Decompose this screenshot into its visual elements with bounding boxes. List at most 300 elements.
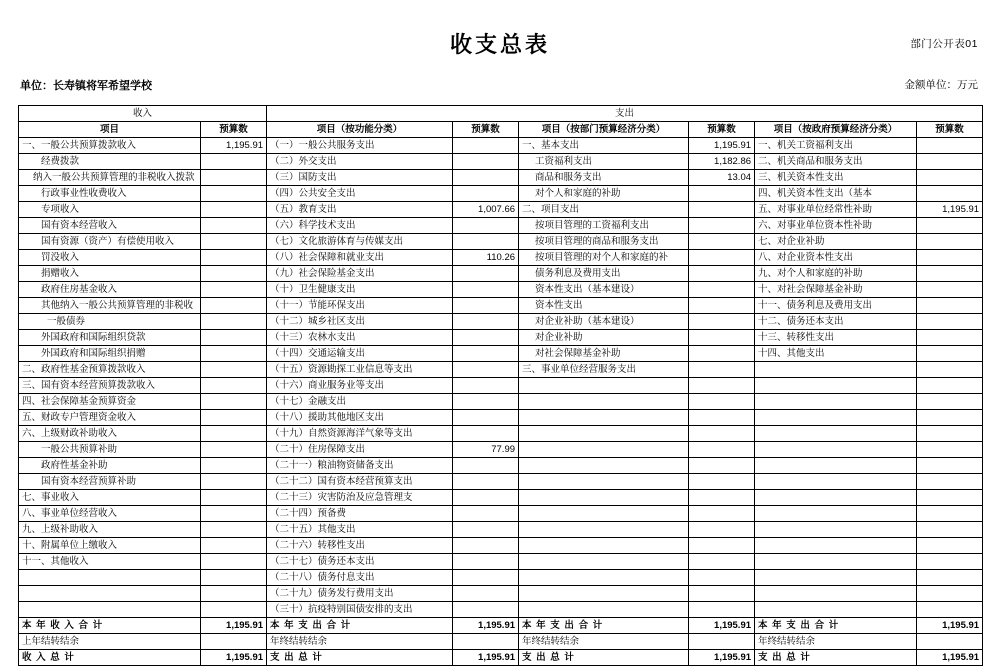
table-row	[19, 490, 983, 506]
cell-amount	[453, 410, 519, 426]
cell-amount	[201, 602, 267, 618]
cell-amount	[201, 394, 267, 410]
cell-item: 四、机关资本性支出（基本	[755, 186, 917, 202]
cell-item: 对企业补助（基本建设）	[519, 314, 689, 330]
cell-item	[519, 554, 689, 570]
cell-item: （十）卫生健康支出	[267, 282, 453, 298]
cell-amount	[201, 490, 267, 506]
cell-amount	[689, 346, 755, 362]
table-row	[19, 154, 983, 170]
cell-amount	[917, 522, 983, 538]
cell-amount	[917, 154, 983, 170]
cell-amount	[917, 442, 983, 458]
footer-cell-label: 支 出 总 计	[519, 650, 689, 666]
cell-amount	[689, 426, 755, 442]
cell-amount	[689, 330, 755, 346]
cell-item: 资本性支出（基本建设）	[519, 282, 689, 298]
cell-amount	[689, 202, 755, 218]
cell-item: （二十九）债务发行费用支出	[267, 586, 453, 602]
cell-amount	[689, 314, 755, 330]
cell-amount	[917, 490, 983, 506]
table-row	[19, 474, 983, 490]
cell-amount	[689, 298, 755, 314]
footer-cell-label: 上年结转结余	[19, 634, 201, 650]
cell-amount	[201, 442, 267, 458]
cell-item: 六、上级财政补助收入	[19, 426, 201, 442]
cell-amount	[453, 314, 519, 330]
cell-amount	[689, 570, 755, 586]
cell-amount	[917, 410, 983, 426]
cell-amount	[201, 426, 267, 442]
table-row	[19, 458, 983, 474]
col-header-0: 项目	[19, 122, 201, 138]
table-body	[19, 138, 983, 618]
cell-amount	[453, 538, 519, 554]
cell-amount	[453, 170, 519, 186]
cell-amount	[453, 186, 519, 202]
cell-item: （八）社会保障和就业支出	[267, 250, 453, 266]
cell-item: （二十三）灾害防治及应急管理支	[267, 490, 453, 506]
cell-amount	[917, 362, 983, 378]
cell-item	[519, 490, 689, 506]
cell-item: （二十八）债务付息支出	[267, 570, 453, 586]
cell-item: 对社会保障基金补助	[519, 346, 689, 362]
cell-item	[755, 378, 917, 394]
cell-amount	[201, 458, 267, 474]
cell-amount	[201, 474, 267, 490]
cell-item: 一、一般公共预算拨款收入	[19, 138, 201, 154]
group-header-expense: 支出	[267, 106, 983, 122]
cell-item: （二十六）转移性支出	[267, 538, 453, 554]
cell-amount	[917, 330, 983, 346]
cell-item	[519, 426, 689, 442]
cell-item	[755, 394, 917, 410]
table-row	[19, 170, 983, 186]
col-header-1: 预算数	[201, 122, 267, 138]
cell-item: 十一、其他收入	[19, 554, 201, 570]
cell-item: 资本性支出	[519, 298, 689, 314]
cell-item	[755, 554, 917, 570]
cell-amount	[917, 506, 983, 522]
cell-amount	[689, 458, 755, 474]
cell-item: 五、对事业单位经常性补助	[755, 202, 917, 218]
table-row	[19, 538, 983, 554]
cell-item: 三、事业单位经营服务支出	[519, 362, 689, 378]
table-footer-row	[19, 650, 983, 666]
cell-item: 十、对社会保障基金补助	[755, 282, 917, 298]
footer-cell-label: 本 年 收 入 合 计	[19, 618, 201, 634]
cell-amount	[201, 218, 267, 234]
cell-item: 按项目管理的商品和服务支出	[519, 234, 689, 250]
amount-unit-label: 金额单位：万元	[904, 79, 978, 91]
cell-amount	[453, 282, 519, 298]
table-row	[19, 298, 983, 314]
table-row	[19, 522, 983, 538]
footer-cell-amount: 1,195.91	[689, 650, 755, 666]
cell-item: （二）外交支出	[267, 154, 453, 170]
cell-item: 外国政府和国际组织捐赠	[19, 346, 201, 362]
cell-amount	[917, 186, 983, 202]
cell-amount	[201, 186, 267, 202]
cell-item: 八、对企业资本性支出	[755, 250, 917, 266]
cell-item	[519, 378, 689, 394]
col-header-7: 预算数	[917, 122, 983, 138]
cell-item	[755, 586, 917, 602]
footer-cell-label: 年终结转结余	[267, 634, 453, 650]
cell-amount	[917, 138, 983, 154]
cell-amount	[201, 234, 267, 250]
cell-item: （十七）金融支出	[267, 394, 453, 410]
cell-item	[19, 570, 201, 586]
cell-amount	[201, 570, 267, 586]
footer-cell-amount: 1,195.91	[201, 650, 267, 666]
cell-amount	[689, 362, 755, 378]
cell-item	[519, 474, 689, 490]
cell-amount	[201, 586, 267, 602]
cell-amount	[201, 282, 267, 298]
footer-cell-amount: 1,195.91	[689, 618, 755, 634]
cell-item: （一）一般公共服务支出	[267, 138, 453, 154]
footer-cell-label: 年终结转结余	[519, 634, 689, 650]
cell-amount: 1,195.91	[689, 138, 755, 154]
cell-amount	[201, 346, 267, 362]
cell-item	[755, 538, 917, 554]
cell-item: （四）公共安全支出	[267, 186, 453, 202]
cell-item	[519, 506, 689, 522]
cell-amount	[453, 586, 519, 602]
cell-amount	[201, 554, 267, 570]
cell-amount	[689, 522, 755, 538]
table-row	[19, 506, 983, 522]
cell-amount	[917, 538, 983, 554]
table-row	[19, 234, 983, 250]
cell-amount	[917, 266, 983, 282]
cell-item: 国有资源（资产）有偿使用收入	[19, 234, 201, 250]
cell-amount	[201, 362, 267, 378]
cell-item: 罚没收入	[19, 250, 201, 266]
cell-item	[755, 362, 917, 378]
cell-amount	[453, 490, 519, 506]
cell-amount	[917, 298, 983, 314]
footer-cell-amount: 1,195.91	[917, 618, 983, 634]
footer-cell-label: 年终结转结余	[755, 634, 917, 650]
cell-item: 对个人和家庭的补助	[519, 186, 689, 202]
cell-item: 一般债券	[19, 314, 201, 330]
cell-amount	[689, 586, 755, 602]
cell-item: 一般公共预算补助	[19, 442, 201, 458]
cell-item: （二十）住房保障支出	[267, 442, 453, 458]
col-header-2: 项目（按功能分类）	[267, 122, 453, 138]
footer-cell-label: 支 出 总 计	[267, 650, 453, 666]
table-row	[19, 266, 983, 282]
cell-item	[519, 458, 689, 474]
cell-amount	[453, 570, 519, 586]
page-title: 收支总表	[449, 32, 550, 57]
cell-item: （十八）援助其他地区支出	[267, 410, 453, 426]
footer-cell-label: 本 年 支 出 合 计	[267, 618, 453, 634]
budget-table	[18, 105, 983, 666]
cell-amount	[917, 426, 983, 442]
cell-item: （十二）城乡社区支出	[267, 314, 453, 330]
footer-cell-label: 支 出 总 计	[755, 650, 917, 666]
cell-amount	[201, 202, 267, 218]
cell-amount	[917, 314, 983, 330]
cell-item: 五、财政专户管理资金收入	[19, 410, 201, 426]
cell-item	[19, 602, 201, 618]
cell-item: 十三、转移性支出	[755, 330, 917, 346]
cell-amount	[689, 490, 755, 506]
unit-label: 单位：长寿镇将军希望学校	[20, 80, 152, 92]
cell-item	[755, 458, 917, 474]
cell-item	[519, 442, 689, 458]
cell-amount	[689, 394, 755, 410]
table-row	[19, 330, 983, 346]
cell-item: 按项目管理的工资福利支出	[519, 218, 689, 234]
cell-amount	[917, 554, 983, 570]
cell-item	[755, 522, 917, 538]
table-row	[19, 586, 983, 602]
cell-item: （二十五）其他支出	[267, 522, 453, 538]
table-group-header-row	[19, 106, 983, 122]
cell-item: （十四）交通运输支出	[267, 346, 453, 362]
cell-item: 债务利息及费用支出	[519, 266, 689, 282]
cell-amount	[453, 378, 519, 394]
cell-amount	[917, 346, 983, 362]
cell-amount	[201, 330, 267, 346]
cell-amount: 110.26	[453, 250, 519, 266]
cell-item: 国有资本经营收入	[19, 218, 201, 234]
cell-amount: 1,182.86	[689, 154, 755, 170]
cell-item: 二、项目支出	[519, 202, 689, 218]
footer-cell-amount: 1,195.91	[201, 618, 267, 634]
col-header-6: 项目（按政府预算经济分类）	[755, 122, 917, 138]
cell-item	[755, 490, 917, 506]
document-page	[0, 28, 1000, 664]
table-footer	[19, 618, 983, 666]
cell-amount	[453, 474, 519, 490]
cell-amount	[689, 538, 755, 554]
cell-amount	[201, 506, 267, 522]
cell-item: 工资福利支出	[519, 154, 689, 170]
cell-item	[755, 570, 917, 586]
cell-item	[755, 474, 917, 490]
cell-item	[519, 538, 689, 554]
meta-row	[18, 77, 982, 95]
cell-amount	[689, 266, 755, 282]
cell-amount	[453, 234, 519, 250]
cell-item: （二十一）粮油物资储备支出	[267, 458, 453, 474]
cell-item: 八、事业单位经营收入	[19, 506, 201, 522]
table-row	[19, 202, 983, 218]
cell-amount	[453, 298, 519, 314]
table-row	[19, 346, 983, 362]
cell-amount	[453, 138, 519, 154]
cell-amount	[201, 378, 267, 394]
cell-amount	[453, 218, 519, 234]
table-row	[19, 138, 983, 154]
cell-amount	[453, 522, 519, 538]
cell-amount	[453, 362, 519, 378]
cell-item: 十一、债务利息及费用支出	[755, 298, 917, 314]
cell-amount	[917, 602, 983, 618]
cell-item: 二、政府性基金预算拨款收入	[19, 362, 201, 378]
table-row	[19, 186, 983, 202]
cell-item	[519, 570, 689, 586]
cell-item: 一、基本支出	[519, 138, 689, 154]
cell-item: 二、机关商品和服务支出	[755, 154, 917, 170]
footer-cell-amount: 1,195.91	[453, 618, 519, 634]
cell-amount	[453, 330, 519, 346]
cell-amount	[689, 234, 755, 250]
cell-amount	[201, 154, 267, 170]
cell-amount	[201, 266, 267, 282]
cell-item: 三、国有资本经营预算拨款收入	[19, 378, 201, 394]
table-row	[19, 218, 983, 234]
cell-item: 三、机关资本性支出	[755, 170, 917, 186]
cell-amount	[453, 394, 519, 410]
cell-item: 外国政府和国际组织贷款	[19, 330, 201, 346]
cell-amount	[689, 218, 755, 234]
cell-amount	[689, 282, 755, 298]
cell-amount	[453, 426, 519, 442]
cell-item	[755, 410, 917, 426]
cell-item: 十、附属单位上缴收入	[19, 538, 201, 554]
cell-item: 国有资本经营预算补助	[19, 474, 201, 490]
cell-amount	[917, 570, 983, 586]
cell-item: （二十七）债务还本支出	[267, 554, 453, 570]
cell-item: 商品和服务支出	[519, 170, 689, 186]
cell-item: （十三）农林水支出	[267, 330, 453, 346]
cell-amount	[201, 410, 267, 426]
cell-item	[755, 442, 917, 458]
cell-amount	[201, 250, 267, 266]
cell-amount	[917, 458, 983, 474]
cell-item: （二十四）预备费	[267, 506, 453, 522]
cell-amount	[917, 378, 983, 394]
col-header-4: 项目（按部门预算经济分类）	[519, 122, 689, 138]
cell-item: 政府住房基金收入	[19, 282, 201, 298]
cell-item	[519, 410, 689, 426]
cell-amount	[453, 554, 519, 570]
cell-amount	[917, 218, 983, 234]
cell-item: （三十）抗疫特别国债安排的支出	[267, 602, 453, 618]
table-row	[19, 410, 983, 426]
cell-amount	[689, 442, 755, 458]
cell-item: 六、对事业单位资本性补助	[755, 218, 917, 234]
table-footer-row	[19, 618, 983, 634]
table-row	[19, 554, 983, 570]
cell-item	[519, 602, 689, 618]
cell-item: 行政事业性收费收入	[19, 186, 201, 202]
cell-amount	[453, 266, 519, 282]
form-code: 部门公开表01	[910, 38, 978, 50]
cell-amount	[689, 250, 755, 266]
cell-amount	[689, 474, 755, 490]
cell-amount	[201, 522, 267, 538]
cell-amount	[689, 410, 755, 426]
cell-amount	[689, 506, 755, 522]
cell-item	[519, 394, 689, 410]
cell-item: （三）国防支出	[267, 170, 453, 186]
cell-item: 一、机关工资福利支出	[755, 138, 917, 154]
footer-cell-label: 收 入 总 计	[19, 650, 201, 666]
cell-item: （十六）商业服务业等支出	[267, 378, 453, 394]
cell-item: 七、事业收入	[19, 490, 201, 506]
cell-amount: 1,007.66	[453, 202, 519, 218]
footer-cell-amount: 1,195.91	[917, 650, 983, 666]
cell-amount	[917, 170, 983, 186]
cell-amount	[453, 506, 519, 522]
cell-item	[755, 426, 917, 442]
cell-amount: 1,195.91	[917, 202, 983, 218]
cell-item: 七、对企业补助	[755, 234, 917, 250]
cell-amount	[917, 586, 983, 602]
table-row	[19, 426, 983, 442]
table-row	[19, 394, 983, 410]
cell-item	[755, 602, 917, 618]
cell-item: 按项目管理的对个人和家庭的补	[519, 250, 689, 266]
cell-amount	[917, 250, 983, 266]
cell-amount	[917, 282, 983, 298]
cell-amount: 1,195.91	[201, 138, 267, 154]
cell-amount	[453, 346, 519, 362]
cell-amount	[689, 378, 755, 394]
table-row	[19, 570, 983, 586]
cell-item: 其他纳入一般公共预算管理的非税收	[19, 298, 201, 314]
cell-item: （二十二）国有资本经营预算支出	[267, 474, 453, 490]
col-header-3: 预算数	[453, 122, 519, 138]
cell-item: 专项收入	[19, 202, 201, 218]
cell-amount	[917, 394, 983, 410]
cell-amount	[689, 186, 755, 202]
cell-item	[519, 522, 689, 538]
cell-amount	[917, 474, 983, 490]
cell-item: 经费拨款	[19, 154, 201, 170]
footer-cell-label: 本 年 支 出 合 计	[519, 618, 689, 634]
cell-amount	[917, 234, 983, 250]
table-row	[19, 282, 983, 298]
cell-item	[519, 586, 689, 602]
cell-item: 政府性基金补助	[19, 458, 201, 474]
cell-amount	[453, 602, 519, 618]
cell-amount	[689, 602, 755, 618]
cell-item: 捐赠收入	[19, 266, 201, 282]
table-row	[19, 250, 983, 266]
cell-item	[755, 506, 917, 522]
table-row	[19, 362, 983, 378]
cell-amount	[201, 170, 267, 186]
footer-cell-amount: 1,195.91	[453, 650, 519, 666]
group-header-income: 收入	[19, 106, 267, 122]
cell-amount	[453, 458, 519, 474]
cell-amount	[453, 154, 519, 170]
cell-item: 九、对个人和家庭的补助	[755, 266, 917, 282]
cell-item: （五）教育支出	[267, 202, 453, 218]
cell-item: （六）科学技术支出	[267, 218, 453, 234]
cell-item: 十二、债务还本支出	[755, 314, 917, 330]
table-row	[19, 442, 983, 458]
table-row	[19, 602, 983, 618]
cell-item: 九、上级补助收入	[19, 522, 201, 538]
footer-cell-label: 本 年 支 出 合 计	[755, 618, 917, 634]
cell-item: （九）社会保险基金支出	[267, 266, 453, 282]
cell-amount	[201, 298, 267, 314]
cell-item	[19, 586, 201, 602]
col-header-5: 预算数	[689, 122, 755, 138]
cell-amount: 13.04	[689, 170, 755, 186]
cell-item: 四、社会保障基金预算资金	[19, 394, 201, 410]
cell-item: （十一）节能环保支出	[267, 298, 453, 314]
